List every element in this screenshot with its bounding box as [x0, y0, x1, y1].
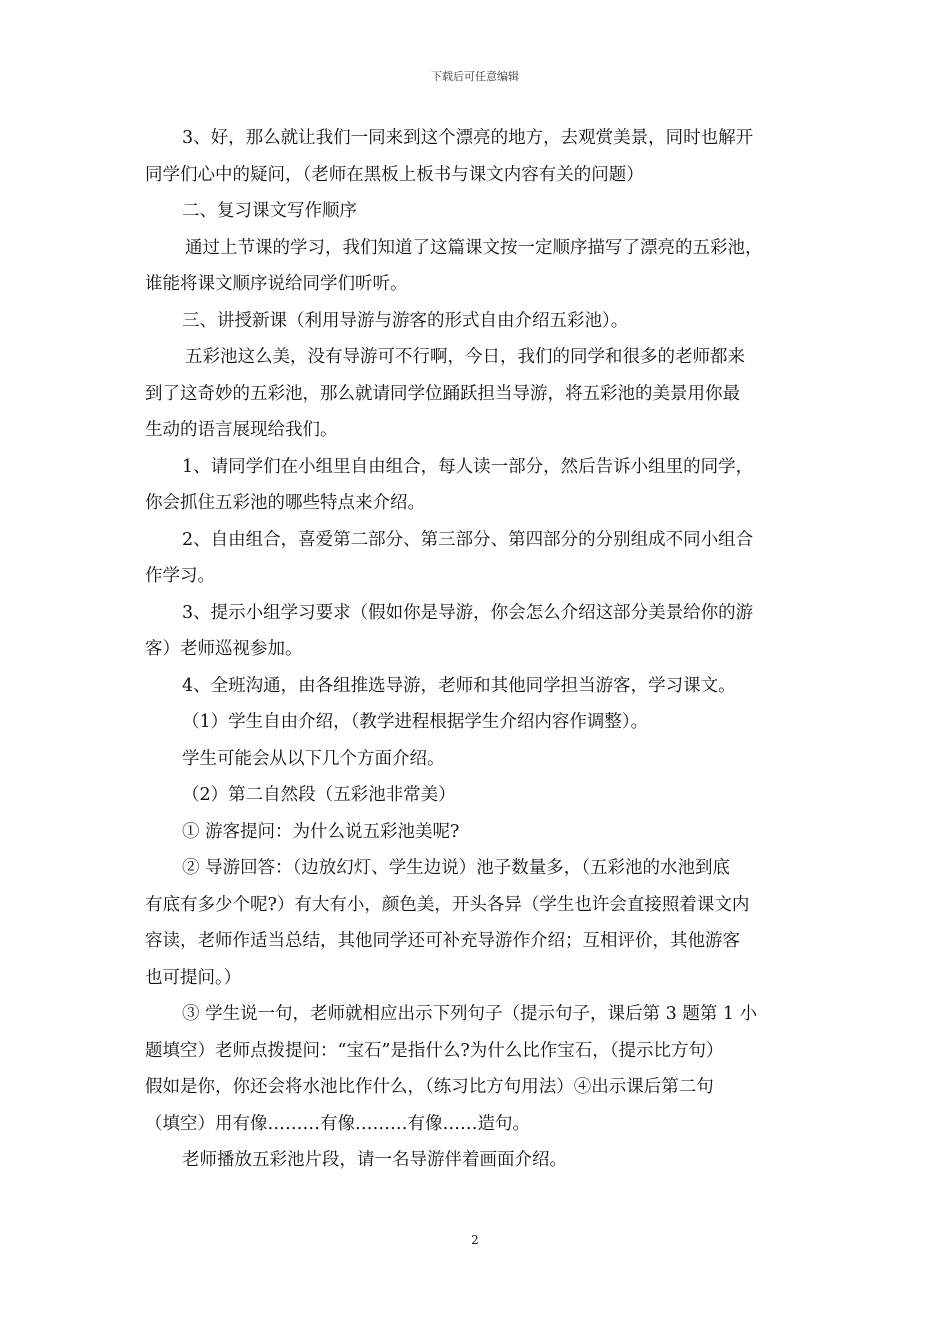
text-line: 生动的语言展现给我们。	[145, 420, 338, 440]
text-line: 有底有多少个呢?）有大有小，颜色美，开头各异（学生也许会直接照着课文内	[145, 894, 750, 915]
document-body	[145, 120, 817, 1179]
text-line: 2、自由组合，喜爱第二部分、第三部分、第四部分的分别组成不同小组合	[182, 529, 754, 550]
text-line: 1、请同学们在小组里自由组合，每人读一部分，然后告诉小组里的同学，	[182, 456, 754, 477]
section-heading: 三、讲授新课（利用导游与游客的形式自由介绍五彩池）。	[182, 310, 629, 331]
text-line: 通过上节课的学习，我们知道了这篇课文按一定顺序描写了漂亮的五彩池，	[185, 237, 763, 258]
text-line: ③ 学生说一句，老师就相应出示下列句子（提示句子，课后第 3 题第 1 小	[182, 1004, 758, 1024]
text-line: （填空）用有像………有像………有像……造句。	[145, 1113, 530, 1134]
text-line: 3、提示小组学习要求（假如你是导游，你会怎么介绍这部分美景给你的游	[182, 602, 754, 623]
text-line: 4、全班沟通，由各组推选导游，老师和其他同学担当游客，学习课文。	[182, 675, 736, 696]
text-line: 客）老师巡视参加。	[145, 639, 303, 659]
text-line: 作学习。	[145, 566, 215, 586]
text-line: ② 导游回答：（边放幻灯、学生边说）池子数量多，（五彩池的水池到底	[182, 858, 731, 878]
text-line: 你会抓住五彩池的哪些特点来介绍。	[145, 493, 425, 513]
text-line: （1）学生自由介绍，（教学进程根据学生介绍内容作调整）。	[182, 712, 649, 732]
text-line: 同学们心中的疑问，（老师在黑板上板书与课文内容有关的问题）	[145, 164, 644, 185]
text-line: 假如是你，你还会将水池比作什么，（练习比方句用法）④出示课后第二句	[145, 1077, 714, 1097]
page-number: 2	[471, 1233, 479, 1247]
text-line: 谁能将课文顺序说给同学们听听。	[145, 274, 408, 294]
text-line: 到了这奇妙的五彩池，那么就请同学位踊跃担当导游，将五彩池的美景用你最	[145, 383, 740, 404]
section-heading: 二、复习课文写作顺序	[182, 201, 357, 221]
text-line: 题填空）老师点拨提问：“宝石”是指什么?为什么比作宝石，（提示比方句）	[145, 1040, 724, 1061]
text-line: 学生可能会从以下几个方面介绍。	[182, 748, 445, 769]
text-line: ① 游客提问：为什么说五彩池美呢?	[182, 821, 460, 842]
page-header: 下载后可任意编辑	[431, 70, 519, 83]
text-line: 3、好，那么就让我们一同来到这个漂亮的地方，去观赏美景，同时也解开	[182, 128, 754, 148]
text-line: 五彩池这么美，没有导游可不行啊，今日，我们的同学和很多的老师都来	[185, 347, 745, 367]
text-line: （2）第二自然段（五彩池非常美）	[182, 785, 456, 805]
text-line: 老师播放五彩池片段，请一名导游伴着画面介绍。	[182, 1150, 567, 1170]
text-line: 容读，老师作适当总结，其他同学还可补充导游作介绍；互相评价，其他游客	[145, 931, 740, 951]
text-line: 也可提问。）	[145, 967, 242, 988]
